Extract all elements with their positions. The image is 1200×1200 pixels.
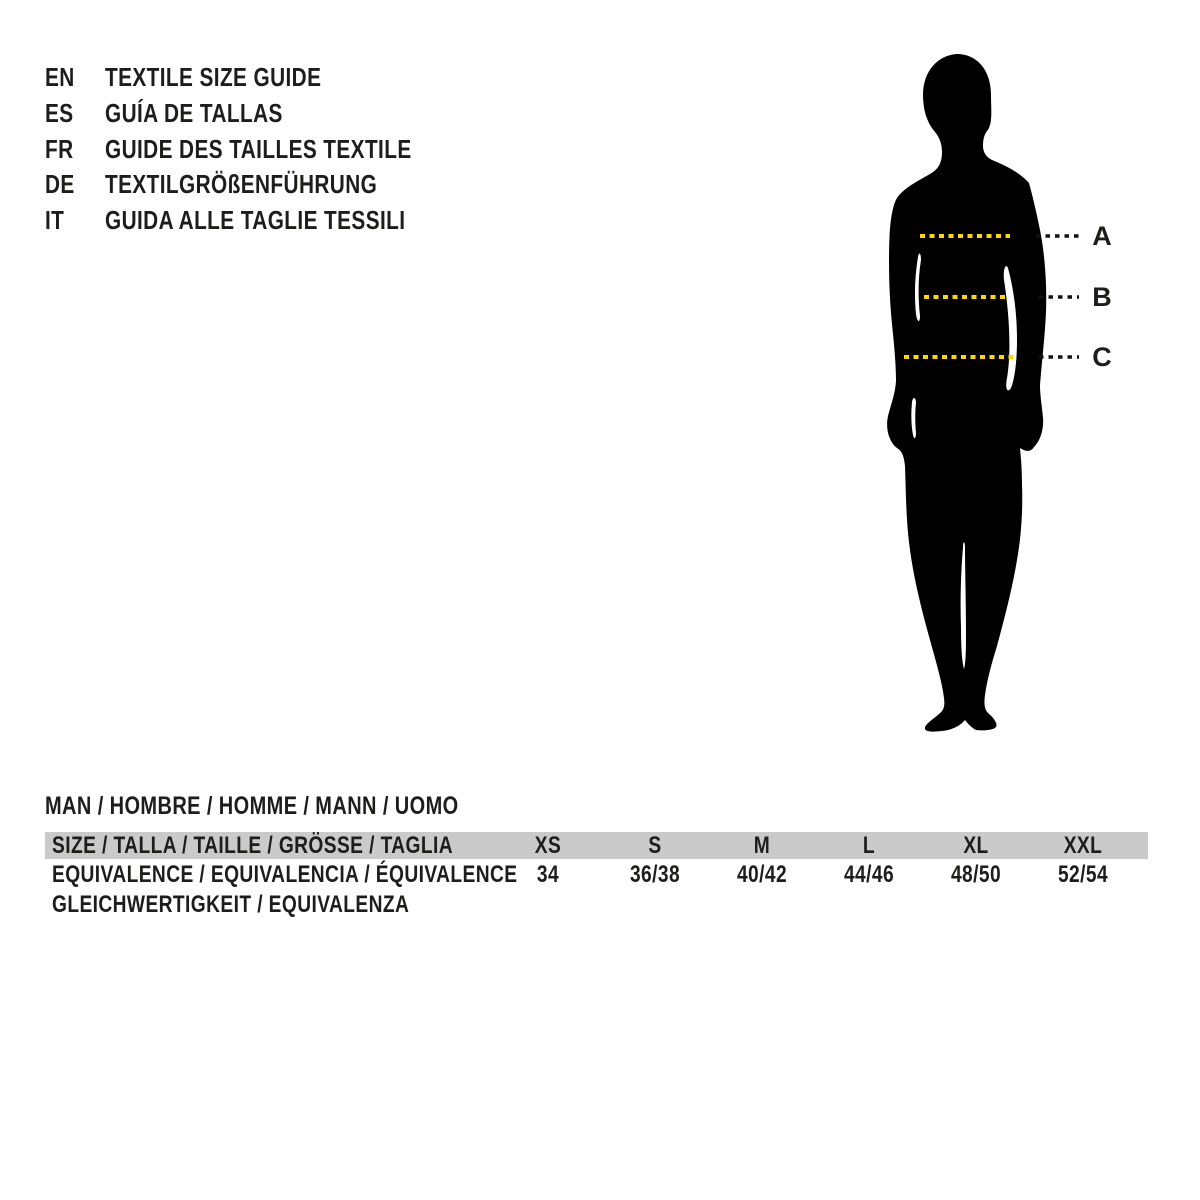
language-code: IT	[45, 205, 65, 236]
female-body-silhouette	[887, 54, 1046, 732]
size-col-xl: XL	[963, 831, 989, 859]
language-row-it	[45, 203, 488, 239]
language-title-list	[45, 60, 488, 238]
equivalence-xl: 48/50	[950, 860, 1002, 888]
equivalence-row-label-line2: GLEICHWERTIGKEIT / EQUIVALENZA	[52, 891, 410, 918]
language-title: GUIDE DES TAILLES TEXTILE	[105, 133, 412, 164]
measure-label-a: A	[1092, 220, 1112, 251]
language-row-fr	[45, 131, 488, 167]
measure-label-c: C	[1092, 341, 1112, 372]
language-title: GUIDA ALLE TAGLIE TESSILI	[105, 205, 406, 236]
equivalence-xs: 34	[536, 860, 560, 888]
language-title: TEXTILE SIZE GUIDE	[105, 62, 322, 93]
equivalence-values-row	[45, 861, 1148, 888]
size-header-row	[45, 832, 1148, 859]
language-code: EN	[45, 62, 75, 93]
equivalence-m: 40/42	[736, 860, 788, 888]
table-heading	[45, 792, 562, 821]
equivalence-s: 36/38	[629, 860, 681, 888]
measure-label-b: B	[1092, 281, 1112, 312]
language-code: ES	[45, 98, 74, 129]
equivalence-xxl: 52/54	[1057, 860, 1109, 888]
size-col-xxl: XXL	[1063, 831, 1103, 859]
size-col-l: L	[862, 831, 876, 859]
language-row-en	[45, 60, 488, 96]
language-row-es	[45, 96, 488, 132]
language-title: GUÍA DE TALLAS	[105, 98, 283, 129]
size-col-xs: XS	[534, 831, 562, 859]
language-code: DE	[45, 169, 75, 200]
language-title: TEXTILGRÖßENFÜHRUNG	[105, 169, 378, 200]
language-code: FR	[45, 133, 74, 164]
equivalence-l: 44/46	[843, 860, 895, 888]
size-col-m: M	[753, 831, 771, 859]
size-row-label: SIZE / TALLA / TAILLE / GRÖSSE / TAGLIA	[52, 831, 454, 859]
size-col-s: S	[648, 831, 662, 859]
language-row-de	[45, 167, 488, 203]
table-heading-text: MAN / HOMBRE / HOMME / MANN / UOMO	[45, 792, 459, 820]
female-silhouette-figure	[868, 50, 1138, 750]
equivalence-row-label-line1: EQUIVALENCE / EQUIVALENCIA / ÉQUIVALENCE	[52, 861, 518, 888]
